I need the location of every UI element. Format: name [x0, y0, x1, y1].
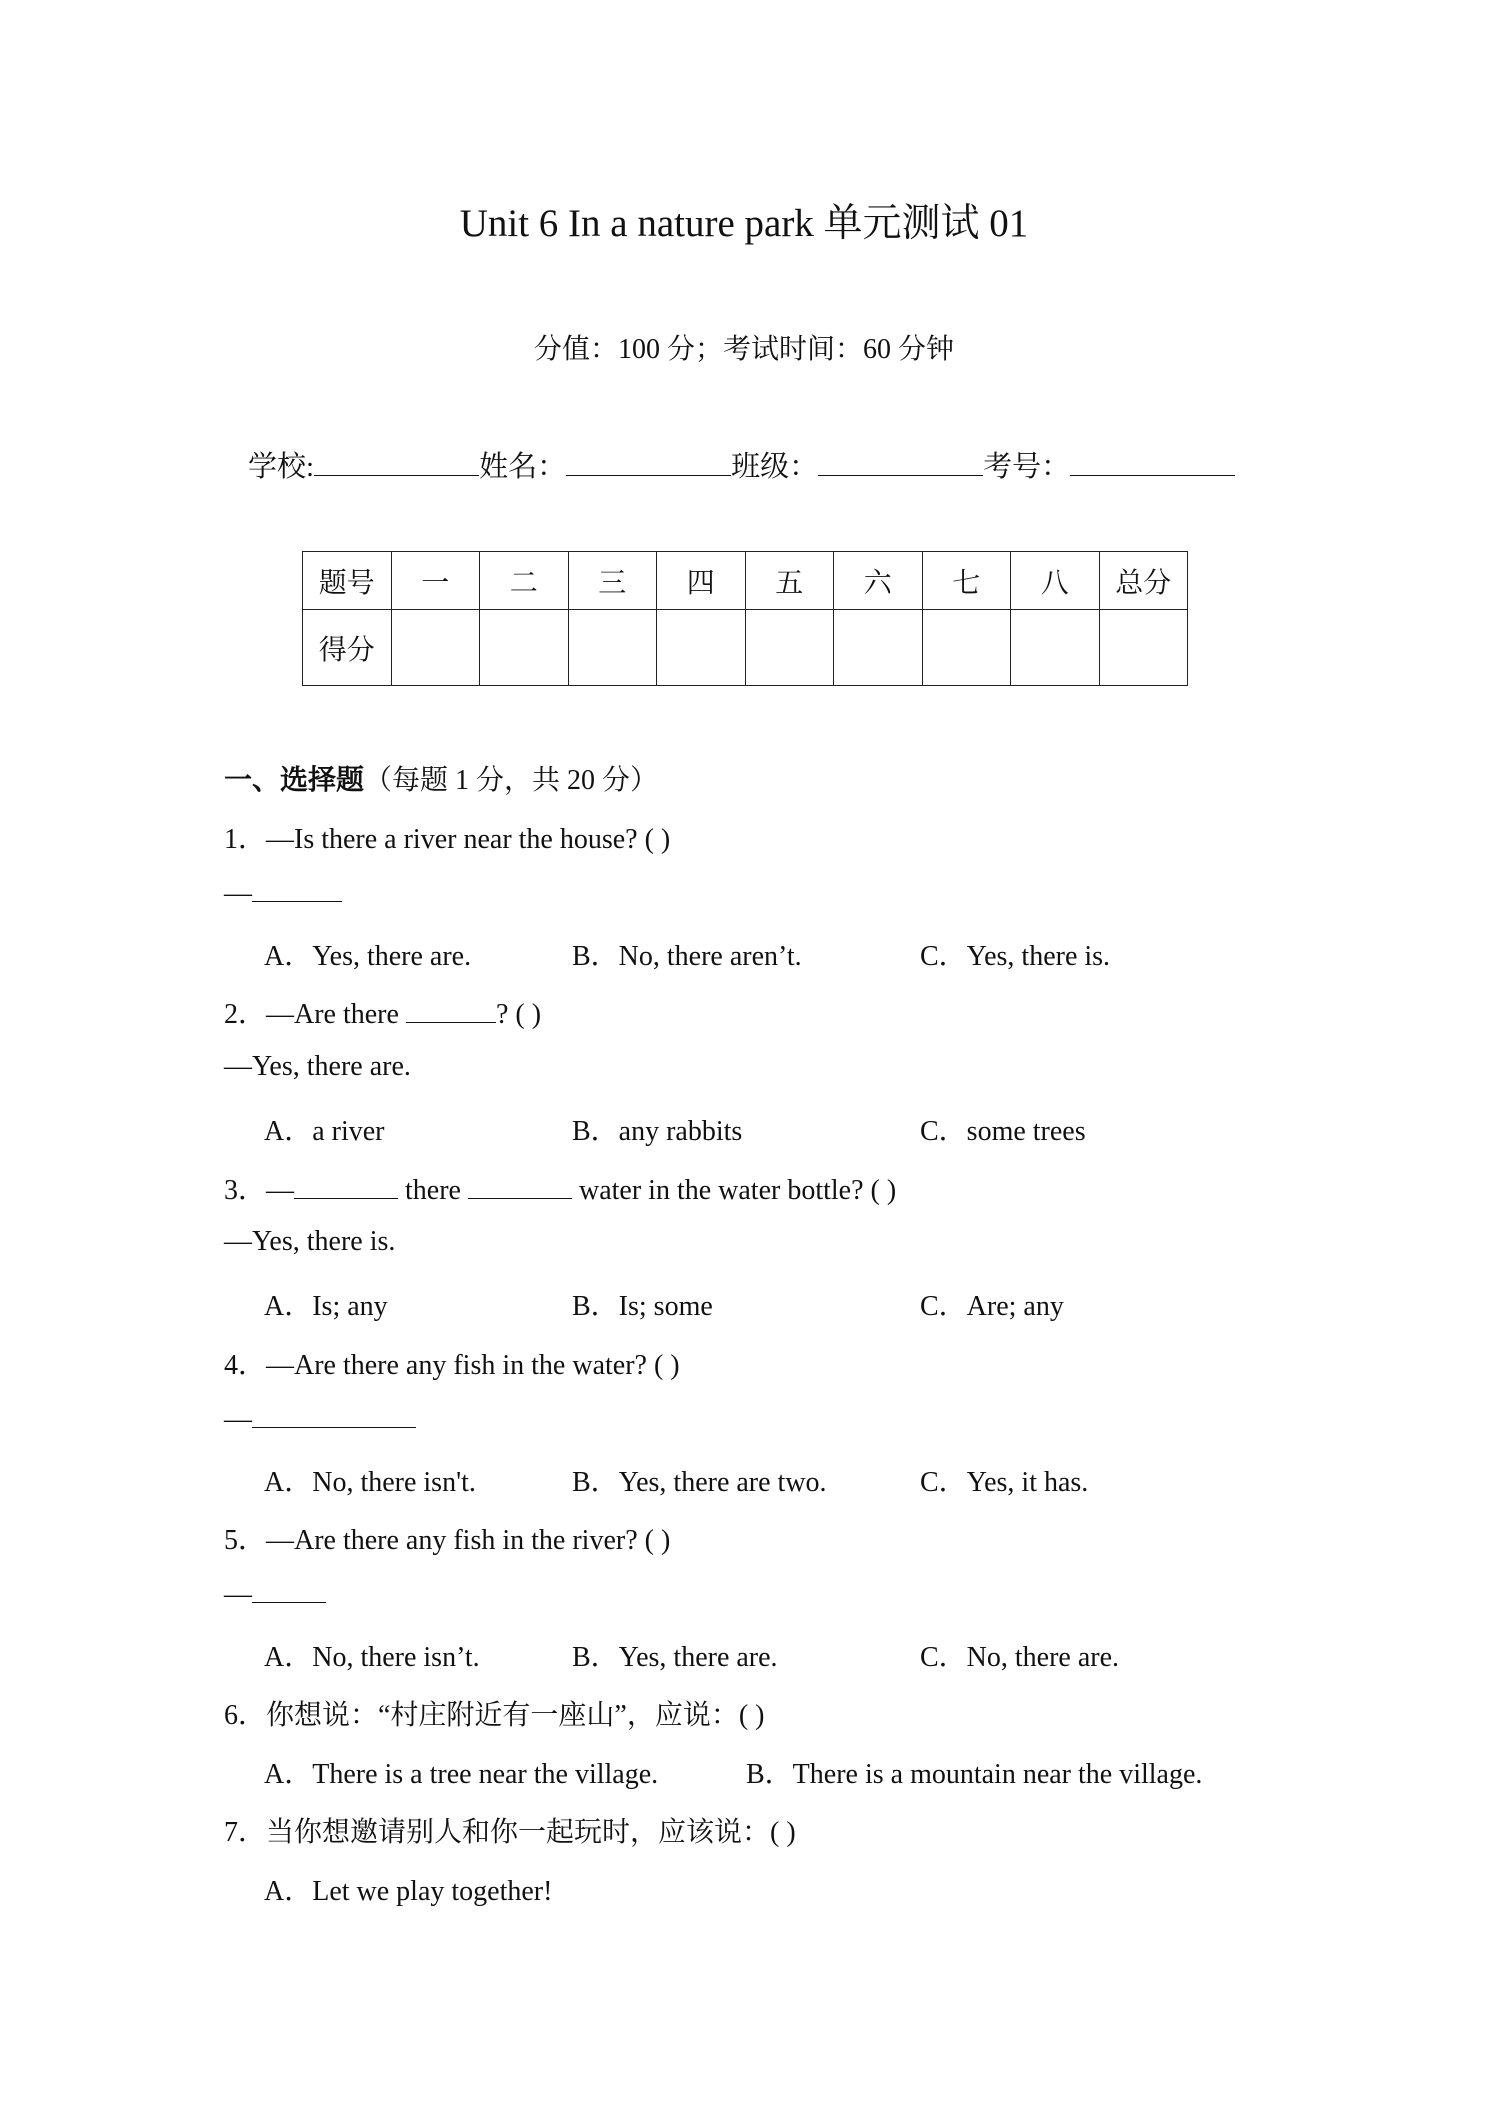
answer-blank[interactable]: [252, 1401, 416, 1428]
section-title: 一、选择题: [224, 765, 365, 796]
score-table-header-row: [303, 552, 1188, 610]
question-1: 1．—Is there a river near the house? ( ): [224, 824, 671, 855]
class-field[interactable]: [818, 447, 983, 476]
question-4-option-c[interactable]: C．Yes, it has.: [920, 1467, 1089, 1498]
score-table-header-cell: 六: [834, 552, 923, 610]
score-table-header-cell: 七: [922, 552, 1011, 610]
answer-blank[interactable]: [468, 1172, 572, 1199]
name-label: 姓名：: [479, 451, 567, 483]
school-field[interactable]: [314, 447, 479, 476]
score-row-label: 得分: [303, 610, 392, 686]
score-table: [302, 551, 1188, 686]
score-table-header-cell: 题号: [303, 552, 392, 610]
score-cell[interactable]: [922, 610, 1011, 686]
answer-blank[interactable]: [406, 996, 496, 1023]
question-1-option-c[interactable]: C．Yes, there is.: [920, 941, 1111, 972]
question-2: [224, 992, 541, 1032]
section-heading: [224, 758, 658, 798]
question-5-option-b[interactable]: B．Yes, there are.: [572, 1642, 778, 1673]
section-note: （每题 1 分，共 20 分）: [364, 765, 659, 796]
score-table-header-cell: 八: [1011, 552, 1100, 610]
score-table-header-cell: 一: [391, 552, 480, 610]
student-info-line: [248, 444, 1235, 485]
question-5-reply: [224, 1576, 326, 1611]
question-text: 3．—: [224, 1175, 295, 1206]
question-6: 6．你想说：“村庄附近有一座山”，应说：( ): [224, 1700, 765, 1731]
question-3-reply: —Yes, there is.: [224, 1226, 396, 1257]
score-cell[interactable]: [1099, 610, 1188, 686]
question-2-option-b[interactable]: B．any rabbits: [572, 1116, 743, 1147]
question-1-option-b[interactable]: B．No, there aren’t.: [572, 941, 802, 972]
document-title: Unit 6 In a nature park 单元测试 01: [459, 202, 1029, 245]
answer-blank[interactable]: [252, 875, 342, 902]
score-table-score-row: [303, 610, 1188, 686]
class-label: 班级：: [731, 451, 819, 483]
question-6-option-a[interactable]: A．There is a tree near the village.: [264, 1759, 659, 1790]
question-3: [224, 1168, 896, 1208]
score-table-header-cell: 二: [480, 552, 569, 610]
question-5-option-a[interactable]: A．No, there isn’t.: [264, 1642, 480, 1673]
score-cell[interactable]: [568, 610, 657, 686]
question-4-option-a[interactable]: A．No, there isn't.: [264, 1467, 476, 1498]
question-2-option-a[interactable]: A．a river: [264, 1116, 385, 1147]
question-4-option-b[interactable]: B．Yes, there are two.: [572, 1467, 827, 1498]
question-4: 4．—Are there any fish in the water? ( ): [224, 1350, 680, 1381]
reply-dash: —: [224, 1404, 252, 1435]
question-1-option-a[interactable]: A．Yes, there are.: [264, 941, 472, 972]
question-1-reply: [224, 875, 342, 910]
score-cell[interactable]: [745, 610, 834, 686]
name-field[interactable]: [566, 447, 731, 476]
score-cell[interactable]: [834, 610, 923, 686]
reply-dash: —: [224, 878, 252, 909]
question-text: water in the water bottle? ( ): [571, 1175, 897, 1206]
answer-blank[interactable]: [294, 1172, 398, 1199]
question-6-option-b[interactable]: B．There is a mountain near the village.: [746, 1759, 1203, 1790]
question-2-option-c[interactable]: C．some trees: [920, 1116, 1086, 1147]
question-5: 5．—Are there any fish in the river? ( ): [224, 1525, 671, 1556]
question-7-option-a[interactable]: A．Let we play together!: [264, 1876, 553, 1907]
score-table-header-cell: 三: [568, 552, 657, 610]
score-table-header-cell: 五: [745, 552, 834, 610]
question-text: there: [398, 1175, 468, 1206]
score-cell[interactable]: [657, 610, 746, 686]
score-table-header-cell: 四: [657, 552, 746, 610]
question-2-reply: —Yes, there are.: [224, 1051, 411, 1082]
question-3-option-c[interactable]: C．Are; any: [920, 1291, 1064, 1322]
score-cell[interactable]: [1011, 610, 1100, 686]
exam-number-field[interactable]: [1070, 447, 1235, 476]
score-table-header-cell: 总分: [1099, 552, 1188, 610]
reply-dash: —: [224, 1579, 252, 1610]
question-4-reply: [224, 1401, 416, 1436]
score-cell[interactable]: [480, 610, 569, 686]
question-5-option-c[interactable]: C．No, there are.: [920, 1642, 1120, 1673]
answer-blank[interactable]: [252, 1576, 326, 1603]
question-3-option-a[interactable]: A．Is; any: [264, 1291, 388, 1322]
question-text: ? ( ): [495, 999, 542, 1030]
score-cell[interactable]: [391, 610, 480, 686]
exam-number-label: 考号：: [983, 451, 1071, 483]
question-3-option-b[interactable]: B．Is; some: [572, 1291, 713, 1322]
exam-info-subtitle: 分值：100 分；考试时间：60 分钟: [533, 334, 954, 365]
school-label: 学校:: [248, 451, 315, 483]
question-7: 7．当你想邀请别人和你一起玩时，应该说：( ): [224, 1817, 796, 1848]
question-text: 2．—Are there: [224, 999, 406, 1030]
